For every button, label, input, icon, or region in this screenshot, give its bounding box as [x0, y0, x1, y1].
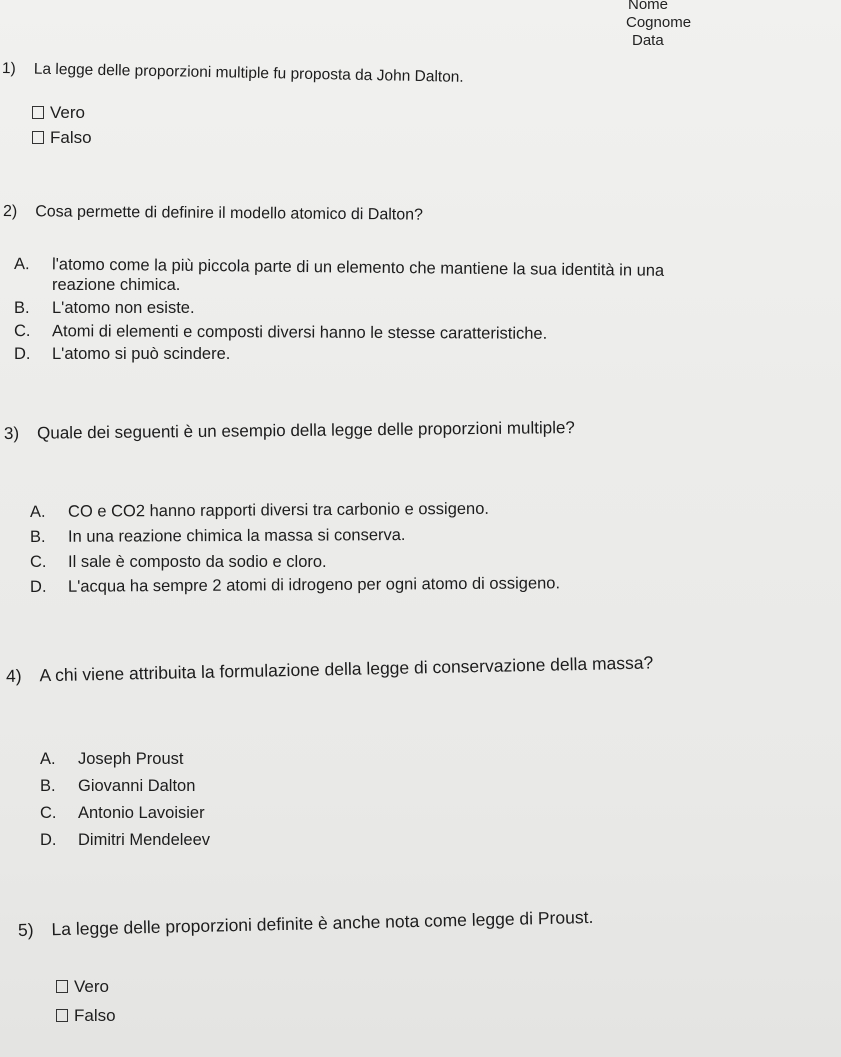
- choice-label: Falso: [50, 128, 92, 147]
- option-letter: B.: [14, 299, 30, 317]
- question-5-choice-falso[interactable]: [56, 1006, 116, 1026]
- question-3-text: Quale dei seguenti è un esempio della legge delle proporzioni multiple?: [37, 418, 575, 443]
- question-2-option-b[interactable]: [14, 299, 195, 318]
- option-letter: B.: [29, 527, 46, 546]
- option-letter: A.: [13, 255, 30, 274]
- option-text: l'atomo come la più piccola parte di un elemento che mantiene la sua identità in una: [51, 255, 665, 280]
- checkbox-icon[interactable]: [32, 106, 44, 119]
- option-text: L'atomo si può scindere.: [52, 345, 231, 363]
- question-4-option-a[interactable]: [40, 750, 183, 769]
- question-5: [18, 907, 594, 941]
- option-text: Antonio Lavoisier: [78, 804, 205, 822]
- option-letter: D.: [29, 577, 47, 596]
- question-3-option-a[interactable]: [30, 500, 489, 522]
- choice-label: Vero: [50, 103, 85, 122]
- question-4-number: 4): [5, 665, 22, 686]
- question-2-option-d[interactable]: [14, 345, 230, 364]
- option-text: L'atomo non esiste.: [52, 299, 195, 317]
- option-text: In una reazione chimica la massa si conserva.: [67, 526, 406, 546]
- question-3-number: 3): [3, 423, 20, 443]
- option-letter: C.: [30, 553, 47, 571]
- question-2-option-a-continued: [52, 276, 180, 295]
- question-2: [3, 203, 423, 225]
- nome-label: Nome: [628, 0, 669, 13]
- option-letter: C.: [40, 804, 57, 822]
- student-info-header: [626, 0, 691, 50]
- question-4: [6, 652, 654, 687]
- option-text: Giovanni Dalton: [78, 777, 196, 795]
- question-4-option-b[interactable]: [40, 777, 195, 796]
- option-letter: D.: [40, 831, 57, 849]
- checkbox-icon[interactable]: [56, 980, 68, 993]
- checkbox-icon[interactable]: [56, 1009, 68, 1022]
- question-1: [2, 60, 464, 87]
- question-1-choice-falso[interactable]: [32, 128, 92, 148]
- choice-label: Vero: [74, 977, 109, 996]
- option-text-continued: reazione chimica.: [52, 276, 181, 294]
- question-5-number: 5): [17, 919, 34, 940]
- option-text: Atomi di elementi e composti diversi hanno le stesse caratteristiche.: [51, 322, 548, 343]
- question-1-text: La legge delle proporzioni multiple fu proposta da John Dalton.: [33, 60, 464, 86]
- option-letter: A.: [40, 750, 56, 768]
- question-4-text: A chi viene attribuita la formulazione della legge di conservazione della massa?: [39, 652, 654, 686]
- option-text: Joseph Proust: [78, 750, 184, 768]
- choice-label: Falso: [74, 1006, 116, 1025]
- question-2-text: Cosa permette di definire il modello atomico di Dalton?: [35, 203, 424, 224]
- option-text: CO e CO2 hanno rapporti diversi tra carbonio e ossigeno.: [67, 499, 490, 521]
- question-2-option-c[interactable]: [14, 322, 547, 344]
- question-3-option-d[interactable]: [30, 574, 560, 597]
- question-3-option-c[interactable]: [30, 553, 327, 572]
- option-letter: D.: [14, 345, 31, 363]
- checkbox-icon[interactable]: [32, 131, 44, 144]
- option-letter: B.: [40, 777, 56, 795]
- question-1-choice-vero[interactable]: [32, 103, 85, 123]
- question-3: [4, 418, 575, 444]
- option-letter: C.: [13, 322, 31, 341]
- question-3-option-b[interactable]: [30, 526, 406, 547]
- question-2-number: 2): [2, 203, 18, 221]
- question-4-option-c[interactable]: [40, 804, 205, 823]
- question-1-number: 1): [1, 60, 16, 78]
- option-text: L'acqua ha sempre 2 atomi di idrogeno per ogni atomo di ossigeno.: [67, 574, 561, 596]
- option-text: Dimitri Mendeleev: [78, 831, 211, 849]
- option-text: Il sale è composto da sodio e cloro.: [68, 553, 327, 571]
- question-4-option-d[interactable]: [40, 831, 210, 850]
- option-letter: A.: [29, 502, 46, 521]
- question-5-choice-vero[interactable]: [56, 977, 109, 997]
- cognome-label: Cognome: [626, 14, 692, 31]
- question-5-text: La legge delle proporzioni definite è anche nota come legge di Proust.: [51, 906, 594, 940]
- data-label: Data: [632, 32, 664, 49]
